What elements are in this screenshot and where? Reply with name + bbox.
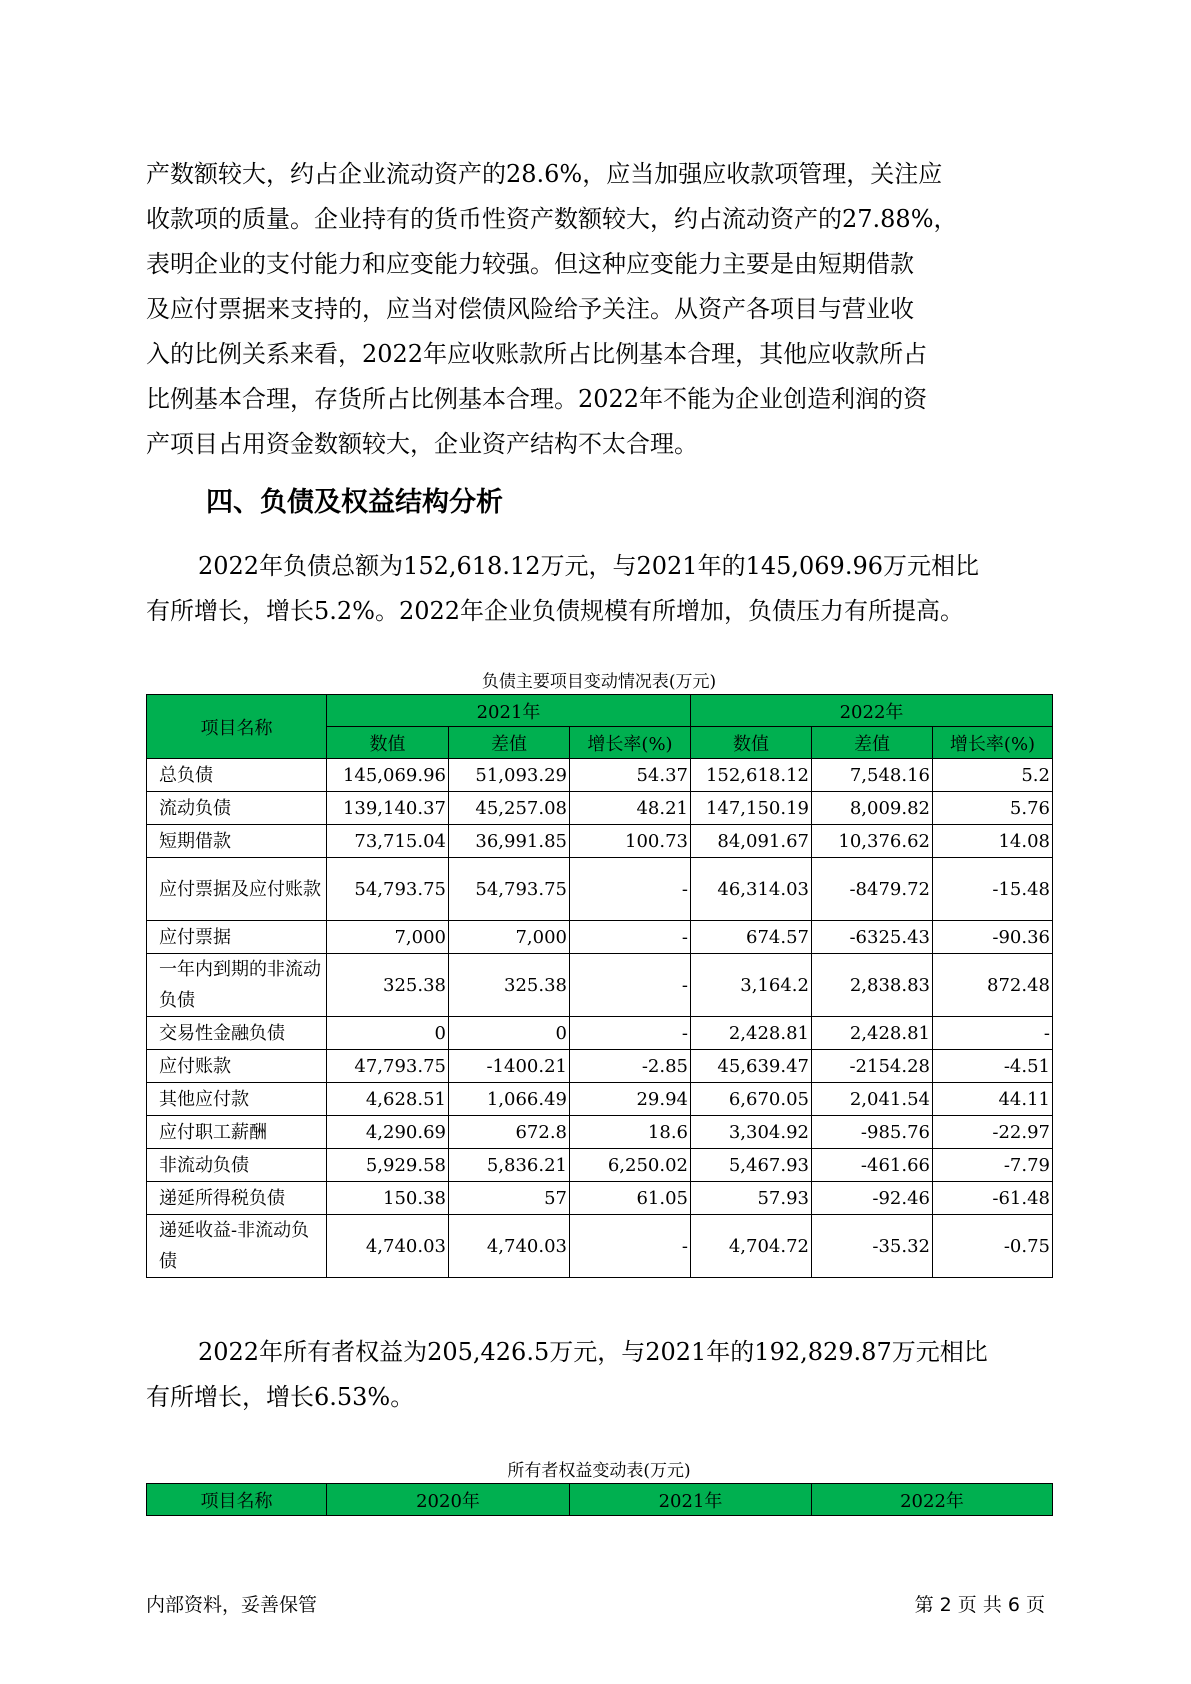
table-cell: 3,164.2 — [691, 954, 812, 1017]
text-line: 2022年负债总额为152,618.12万元，与2021年的145,069.96万元相比 — [198, 552, 979, 580]
equity-table — [146, 1483, 1053, 1516]
table-cell: 1,066.49 — [449, 1083, 570, 1116]
table-row — [147, 921, 1053, 954]
sub-header-growth: 增长率(%) — [570, 727, 691, 759]
liability-table-body — [147, 759, 1053, 1278]
row-item-name: 其他应付款 — [147, 1083, 327, 1116]
text-line: 有所增长，增长5.2%。2022年企业负债规模有所增加，负债压力有所提高。 — [146, 597, 965, 625]
item-name-header: 项目名称 — [147, 1484, 327, 1516]
table-cell: 5,467.93 — [691, 1149, 812, 1182]
table-cell: - — [570, 921, 691, 954]
table-cell: 48.21 — [570, 792, 691, 825]
table-row — [147, 1182, 1053, 1215]
table-cell: -985.76 — [812, 1116, 933, 1149]
table-cell: -7.79 — [933, 1149, 1053, 1182]
table-cell: 7,000 — [449, 921, 570, 954]
table-cell: -2154.28 — [812, 1050, 933, 1083]
footer-note: 内部资料，妥善保管 — [146, 1594, 318, 1616]
row-item-name: 流动负债 — [147, 792, 327, 825]
text-line: 有所增长，增长6.53%。 — [146, 1383, 415, 1411]
row-item-name: 非流动负债 — [147, 1149, 327, 1182]
table-cell: 61.05 — [570, 1182, 691, 1215]
table-cell: 4,740.03 — [327, 1215, 449, 1278]
year-header-2022: 2022年 — [812, 1484, 1053, 1516]
table-cell: -2.85 — [570, 1050, 691, 1083]
sub-header-diff: 差值 — [812, 727, 933, 759]
text-line: 表明企业的支付能力和应变能力较强。但这种应变能力主要是由短期借款 — [146, 250, 914, 278]
table-cell: 145,069.96 — [327, 759, 449, 792]
liability-table — [146, 694, 1053, 1278]
table-cell: 672.8 — [449, 1116, 570, 1149]
table-cell: 7,548.16 — [812, 759, 933, 792]
table-cell: 4,628.51 — [327, 1083, 449, 1116]
table-cell: - — [570, 1215, 691, 1278]
sub-header-value: 数值 — [327, 727, 449, 759]
row-item-name: 应付账款 — [147, 1050, 327, 1083]
table-cell: 4,290.69 — [327, 1116, 449, 1149]
table-cell: 147,150.19 — [691, 792, 812, 825]
table-cell: -35.32 — [812, 1215, 933, 1278]
text-line: 入的比例关系来看，2022年应收账款所占比例基本合理，其他应收款所占 — [146, 340, 928, 368]
table-row — [147, 1215, 1053, 1278]
table-cell: 0 — [327, 1017, 449, 1050]
table-cell: 5,929.58 — [327, 1149, 449, 1182]
table-cell: -0.75 — [933, 1215, 1053, 1278]
year-header-2021: 2021年 — [327, 695, 691, 727]
row-item-name: 递延收益-非流动负债 — [147, 1215, 327, 1278]
equity-paragraph — [146, 1330, 1046, 1420]
page-number: 第 2 页 共 6 页 — [914, 1594, 1045, 1616]
year-header-2022: 2022年 — [691, 695, 1053, 727]
table-cell: 872.48 — [933, 954, 1053, 1017]
table-cell: 57.93 — [691, 1182, 812, 1215]
table-cell: 6,670.05 — [691, 1083, 812, 1116]
row-item-name: 递延所得税负债 — [147, 1182, 327, 1215]
table-cell: 152,618.12 — [691, 759, 812, 792]
table-cell: 4,704.72 — [691, 1215, 812, 1278]
table-cell: 150.38 — [327, 1182, 449, 1215]
table-row — [147, 1017, 1053, 1050]
table-cell: -1400.21 — [449, 1050, 570, 1083]
table-cell: 54,793.75 — [327, 858, 449, 921]
row-item-name: 交易性金融负债 — [147, 1017, 327, 1050]
section-heading: 四、负债及权益结构分析 — [206, 487, 503, 518]
table-cell: 36,991.85 — [449, 825, 570, 858]
table-cell: - — [933, 1017, 1053, 1050]
table-cell: 325.38 — [327, 954, 449, 1017]
table-cell: -90.36 — [933, 921, 1053, 954]
table-cell: -92.46 — [812, 1182, 933, 1215]
row-item-name: 总负债 — [147, 759, 327, 792]
table-cell: 2,838.83 — [812, 954, 933, 1017]
sub-header-diff: 差值 — [449, 727, 570, 759]
sub-header-growth: 增长率(%) — [933, 727, 1053, 759]
table-cell: -4.51 — [933, 1050, 1053, 1083]
table-cell: -461.66 — [812, 1149, 933, 1182]
table-cell: 10,376.62 — [812, 825, 933, 858]
table-cell: 45,639.47 — [691, 1050, 812, 1083]
row-item-name: 短期借款 — [147, 825, 327, 858]
table-row — [147, 1116, 1053, 1149]
table-row — [147, 1083, 1053, 1116]
liability-table-caption: 负债主要项目变动情况表(万元) — [481, 672, 717, 692]
table-cell: 674.57 — [691, 921, 812, 954]
table-cell: 18.6 — [570, 1116, 691, 1149]
table-cell: - — [570, 858, 691, 921]
table-cell: 45,257.08 — [449, 792, 570, 825]
table-cell: -61.48 — [933, 1182, 1053, 1215]
table-cell: -22.97 — [933, 1116, 1053, 1149]
table-cell: 2,428.81 — [691, 1017, 812, 1050]
table-cell: - — [570, 1017, 691, 1050]
table-cell: 47,793.75 — [327, 1050, 449, 1083]
table-cell: -6325.43 — [812, 921, 933, 954]
text-line: 收款项的质量。企业持有的货币性资产数额较大，约占流动资产的27.88%， — [146, 205, 958, 233]
liability-paragraph — [146, 544, 1046, 634]
row-item-name: 一年内到期的非流动负债 — [147, 954, 327, 1017]
table-row — [147, 858, 1053, 921]
equity-table-caption: 所有者权益变动表(万元) — [507, 1461, 691, 1481]
table-row — [147, 759, 1053, 792]
table-cell: 6,250.02 — [570, 1149, 691, 1182]
table-cell: 139,140.37 — [327, 792, 449, 825]
row-item-name: 应付票据及应付账款 — [147, 858, 327, 921]
table-cell: 54.37 — [570, 759, 691, 792]
year-header-2021: 2021年 — [570, 1484, 812, 1516]
table-cell: 54,793.75 — [449, 858, 570, 921]
row-item-name: 应付职工薪酬 — [147, 1116, 327, 1149]
table-cell: 5.2 — [933, 759, 1053, 792]
text-line: 比例基本合理，存货所占比例基本合理。2022年不能为企业创造利润的资 — [146, 385, 928, 413]
sub-header-value: 数值 — [691, 727, 812, 759]
table-cell: 4,740.03 — [449, 1215, 570, 1278]
table-cell: 5.76 — [933, 792, 1053, 825]
text-line: 产项目占用资金数额较大，企业资产结构不太合理。 — [146, 430, 698, 458]
table-cell: 100.73 — [570, 825, 691, 858]
text-line: 2022年所有者权益为205,426.5万元，与2021年的192,829.87万元相比 — [198, 1338, 988, 1366]
table-row — [147, 825, 1053, 858]
table-row — [147, 792, 1053, 825]
table-cell: -8479.72 — [812, 858, 933, 921]
intro-paragraph — [146, 152, 1046, 467]
table-cell: 325.38 — [449, 954, 570, 1017]
table-cell: - — [570, 954, 691, 1017]
table-cell: 2,428.81 — [812, 1017, 933, 1050]
table-row — [147, 954, 1053, 1017]
table-cell: 57 — [449, 1182, 570, 1215]
table-cell: 84,091.67 — [691, 825, 812, 858]
table-cell: 0 — [449, 1017, 570, 1050]
table-cell: 7,000 — [327, 921, 449, 954]
year-header-2020: 2020年 — [327, 1484, 570, 1516]
table-cell: 3,304.92 — [691, 1116, 812, 1149]
table-cell: 8,009.82 — [812, 792, 933, 825]
table-cell: -15.48 — [933, 858, 1053, 921]
table-cell: 46,314.03 — [691, 858, 812, 921]
item-name-header: 项目名称 — [147, 695, 327, 759]
table-cell: 2,041.54 — [812, 1083, 933, 1116]
table-cell: 29.94 — [570, 1083, 691, 1116]
table-cell: 73,715.04 — [327, 825, 449, 858]
table-cell: 5,836.21 — [449, 1149, 570, 1182]
row-item-name: 应付票据 — [147, 921, 327, 954]
table-cell: 44.11 — [933, 1083, 1053, 1116]
table-row — [147, 1050, 1053, 1083]
text-line: 及应付票据来支持的，应当对偿债风险给予关注。从资产各项目与营业收 — [146, 295, 914, 323]
table-cell: 51,093.29 — [449, 759, 570, 792]
table-row — [147, 1149, 1053, 1182]
text-line: 产数额较大，约占企业流动资产的28.6%，应当加强应收款项管理，关注应 — [146, 160, 943, 188]
table-cell: 14.08 — [933, 825, 1053, 858]
